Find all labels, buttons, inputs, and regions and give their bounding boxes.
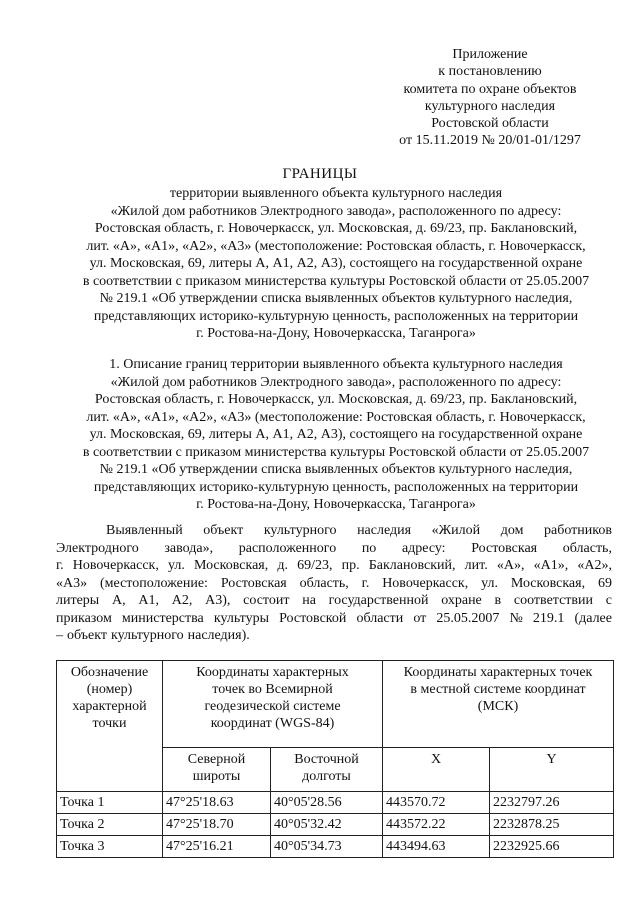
word: от [413, 610, 427, 626]
word: Московская, [510, 575, 586, 591]
word: область, [299, 575, 349, 591]
annex-line: культурного наследия [424, 98, 556, 114]
header-point-designation: Обозначение (номер) характерной точки [57, 661, 163, 792]
word: А3), [205, 593, 231, 608]
header-north-latitude: Северной широты [163, 748, 271, 792]
cell-north: 47°25'16.21 [163, 836, 271, 858]
word: А2, [171, 593, 193, 608]
annex-line: от 15.11.2019 № 20/01-01/1297 [399, 133, 581, 149]
document-title: ГРАНИЦЫ [282, 166, 358, 182]
text-line: в соответствии с приказом министерства культуры Ростовской области от 25.05.2007 [82, 273, 590, 289]
text-line: территории выявленного объекта культурного наследия [169, 186, 503, 201]
header-x: X [383, 748, 490, 792]
word: завода», [164, 540, 214, 556]
annex-line: Приложение [452, 47, 528, 62]
text-line: представляющих историко-культурную ценность, расположенных на территории [93, 479, 579, 495]
word: наследия). [187, 628, 250, 643]
text-line: ул. Московская, 69, литеры А, А1, А2, А3), состоящего на государственной охране [89, 427, 583, 442]
cell-y: 2232878.25 [490, 814, 614, 836]
table-row [57, 814, 614, 836]
header-y: Y [490, 748, 614, 792]
cell-north: 47°25'18.63 [163, 792, 271, 814]
word: Выявленный [106, 523, 183, 538]
word: Ростовская [471, 540, 538, 556]
cell-north: 47°25'18.70 [163, 814, 271, 836]
word: Электродного [56, 540, 139, 556]
word: «А1», [533, 558, 569, 573]
text-line: № 219.1 «Об утверждении списка выявленных объектов культурного наследия, [99, 291, 573, 306]
word: ул. [167, 558, 185, 573]
cell-x: 443570.72 [383, 792, 490, 814]
paragraph-line [56, 575, 612, 593]
word: области [356, 610, 404, 626]
text-line: 1. Описание границ территории выявленного объекта культурного наследия [109, 357, 563, 372]
annex-header [360, 46, 620, 150]
header-wgs84: Координаты характерных точек во Всемирной геодезической системе координат (WGS-84) [163, 661, 383, 748]
word: «А», [496, 558, 525, 573]
word: соответствии [513, 593, 594, 608]
word: 25.05.2007 [436, 610, 500, 626]
word: Московская, [193, 558, 269, 573]
coordinates-table [56, 660, 614, 858]
word: по [361, 540, 377, 556]
word: Ростовской [279, 610, 347, 626]
word: – [56, 628, 63, 643]
word: (местоположение: [99, 575, 208, 591]
word: культурного [110, 628, 184, 643]
word: объект [203, 523, 244, 538]
paragraph-line [56, 592, 612, 610]
word: работников [544, 523, 612, 538]
table-row [57, 836, 614, 858]
word: А, [111, 593, 126, 608]
word: ул. [481, 575, 498, 591]
word: область, [562, 540, 612, 556]
paragraph-line [56, 540, 612, 558]
word: лит. [464, 558, 488, 573]
word: «А3» [56, 575, 88, 591]
word: «Жилой [431, 523, 481, 538]
paragraph-line [56, 610, 612, 628]
text-line: Ростовская область, г. Новочеркасск, ул. Московская, д. 69/23, пр. Баклановский, [94, 392, 578, 407]
text-line: представляющих историко-культурную ценность, расположенных на территории [93, 308, 579, 324]
header-msk: Координаты характерных точек в местной системе координат (МСК) [383, 661, 614, 748]
text-line: Ростовская область, г. Новочеркасск, ул. Московская, д. 69/23, пр. Баклановский, [94, 221, 578, 236]
cell-east: 40°05'34.73 [271, 836, 383, 858]
text-line: № 219.1 «Об утверждении списка выявленных объектов культурного наследия, [99, 462, 573, 477]
cell-x: 443494.63 [383, 836, 490, 858]
word: наследия [357, 523, 412, 538]
word: «А2», [577, 558, 612, 573]
word: государственной [328, 593, 429, 608]
word: 69/23, [297, 558, 333, 573]
word: Баклановский, [368, 558, 456, 573]
word: (далее [574, 610, 612, 626]
word: состоит [243, 593, 290, 608]
annex-line: Ростовской области [431, 116, 549, 132]
word: № [509, 610, 523, 626]
header-east-longitude: Восточной долготы [271, 748, 383, 792]
word: культурного [263, 523, 337, 538]
cell-east: 40°05'28.56 [271, 792, 383, 814]
cell-east: 40°05'32.42 [271, 814, 383, 836]
word: дом [500, 523, 524, 538]
paragraph-line [56, 557, 612, 575]
cell-point: Точка 2 [57, 814, 163, 836]
word: охране [441, 593, 482, 608]
word: г. [361, 575, 370, 591]
word: 69 [597, 575, 612, 591]
word: адресу: [401, 540, 446, 556]
text-line: г. Ростова-на-Дону, Новочеркасска, Таганрога» [196, 497, 476, 512]
word: д. [277, 558, 288, 573]
text-line: ул. Московская, 69, литеры А, А1, А2, А3), состоящего на государственной охране [89, 256, 583, 271]
word: пр. [341, 558, 360, 573]
title-description [56, 185, 616, 343]
word: объект [67, 628, 107, 643]
text-line: «Жилой дом работников Электродного завода», расположенного по адресу: [110, 374, 562, 390]
section-1-heading [56, 356, 616, 514]
cell-y: 2232925.66 [490, 836, 614, 858]
annex-line: к постановлению [438, 64, 542, 80]
text-line: в соответствии с приказом министерства культуры Ростовской области от 25.05.2007 [82, 444, 590, 460]
text-line: «Жилой дом работников Электродного завода», расположенного по адресу: [110, 203, 562, 219]
word: А1, [138, 593, 159, 608]
word: культуры [213, 610, 270, 626]
text-line: лит. «А», «А1», «А2», «А3» (местоположение: Ростовская область, г. Новочеркасск, [86, 409, 586, 425]
word: на [302, 593, 316, 608]
paragraph-line [56, 522, 612, 540]
text-line: г. Ростова-на-Дону, Новочеркасска, Таганрога» [196, 326, 476, 341]
word: 219.1 [532, 610, 565, 626]
cell-y: 2232797.26 [490, 792, 614, 814]
word: расположенного [238, 540, 337, 556]
word: в [494, 593, 502, 608]
word: с [605, 593, 612, 608]
word: литеры [56, 593, 100, 608]
text-line: лит. «А», «А1», «А2», «А3» (местоположение: Ростовская область, г. Новочеркасск, [86, 238, 586, 254]
word: министерства [121, 610, 204, 626]
table-row [57, 792, 614, 814]
cell-x: 443572.22 [383, 814, 490, 836]
word: Новочеркасск, [72, 558, 159, 573]
paragraph-line [56, 627, 612, 645]
body-paragraph [56, 522, 612, 645]
annex-line: комитета по охране объектов [403, 81, 577, 97]
cell-point: Точка 1 [57, 792, 163, 814]
word: приказом [56, 610, 112, 626]
word: Ростовская [220, 575, 287, 591]
word: г. [56, 558, 64, 573]
word: Новочеркасск, [382, 575, 469, 591]
cell-point: Точка 3 [57, 836, 163, 858]
